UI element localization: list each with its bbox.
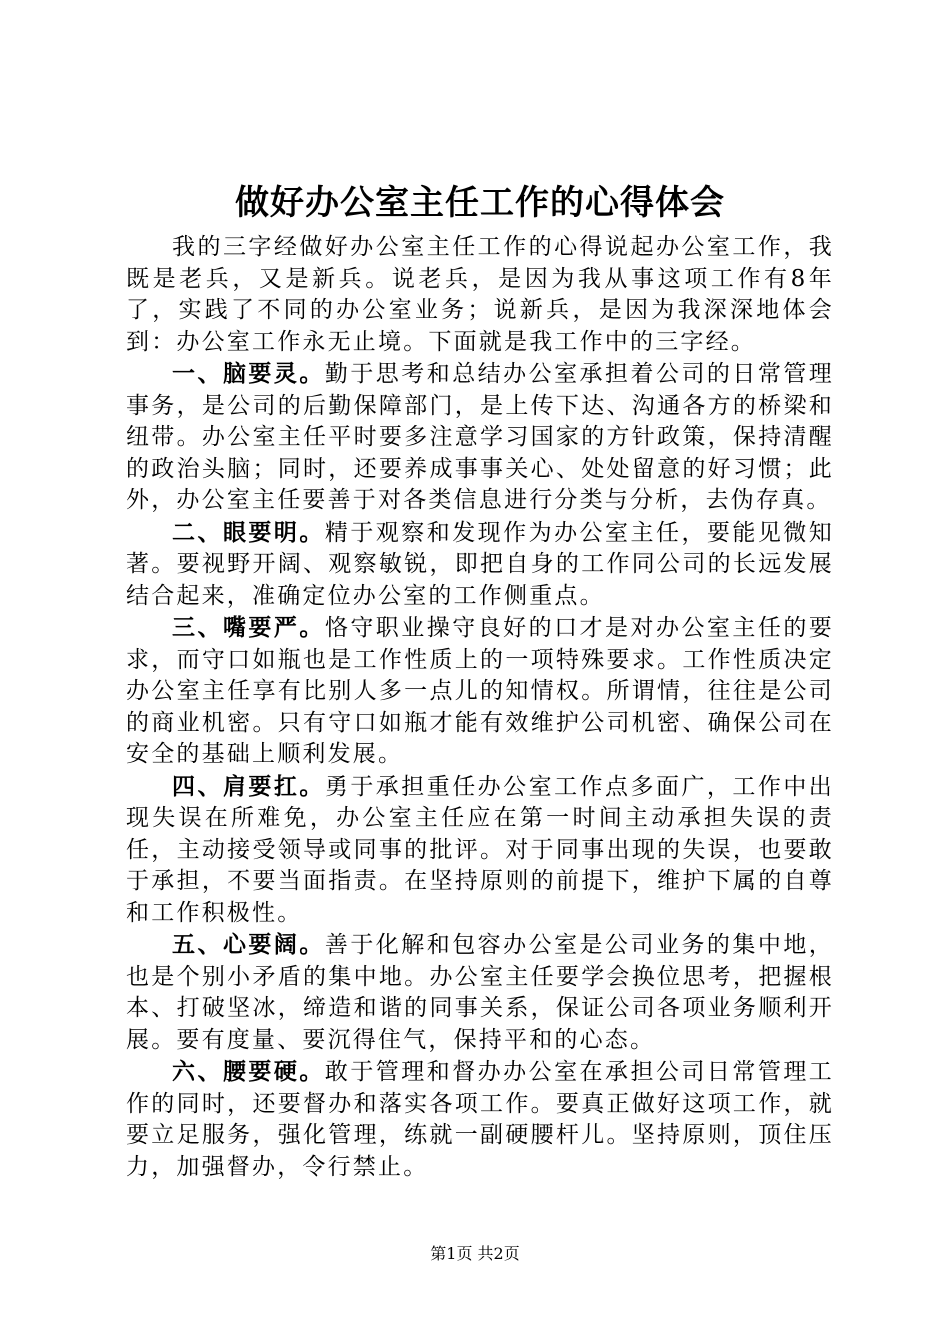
section-heading: 一、脑要灵。 <box>172 360 325 387</box>
section-heading: 五、心要阔。 <box>172 931 325 958</box>
document-title: 做好办公室主任工作的心得体会 <box>235 183 725 223</box>
document-page <box>126 180 834 1183</box>
section-body: 敢于管理和督办办公室在承担公司日常管理工作的同时，还要督办和落实各项工作。要真正做好这项工作，就要立足服务，强化管理，练就一副硬腰杆儿。坚持原则，顶住压力，加强督办，令行禁止。 <box>126 1059 835 1180</box>
section-paragraph <box>126 929 834 1056</box>
section-body: 善于化解和包容办公室是公司业务的集中地，也是个别小矛盾的集中地。办公室主任要学会换位思考，把握根本、打破坚冰，缔造和谐的同事关系，保证公司各项业务顺利开展。要有度量、要沉得住气，保持平和的心态。 <box>126 932 835 1053</box>
section-paragraph <box>126 612 834 771</box>
section-heading: 六、腰要硬。 <box>172 1058 325 1085</box>
section-body: 恪守职业操守良好的口才是对办公室主任的要求，而守口如瓶也是工作性质上的一项特殊要求。工作性质决定办公室主任享有比别人多一点儿的知情权。所谓情，往往是公司的商业机密。只有守口如瓶才能有效维护公司机密、确保公司在安全的基础上顺利发展。 <box>126 615 835 767</box>
section-heading: 四、肩要扛。 <box>172 772 325 800</box>
section-paragraph <box>126 1056 834 1183</box>
section-body: 勤于思考和总结办公室承担着公司的日常管理事务，是公司的后勤保障部门，是上传下达、沟通各方的桥梁和纽带。办公室主任平时要多注意学习国家的方针政策，保持清醒的政治头脑；同时，还要养成事事关心、处处留意的好习惯；此外，办公室主任要善于对各类信息进行分类与分析，去伪存真。 <box>126 361 835 513</box>
section-body: 勇于承担重任办公室工作点多面广，工作中出现失误在所难免，办公室主任应在第一时间主动承担失误的责任，主动接受领导或同事的批评。对于同事出现的失误，也要敢于承担，不要当面指责。在坚持原则的前提下，维护下属的自尊和工作积极性。 <box>126 773 835 926</box>
section-paragraph <box>126 771 834 930</box>
section-paragraph <box>126 358 834 517</box>
section-heading: 二、眼要明。 <box>172 518 325 546</box>
intro-paragraph: 我的三字经做好办公室主任工作的心得说起办公室工作，我既是老兵，又是新兵。说老兵，是因为我从事这项工作有8年了，实践了不同的办公室业务；说新兵，是因为我深深地体会到：办公室工作永无止境。下面就是我工作中的三字经。 <box>126 234 834 355</box>
section-paragraph <box>126 517 834 613</box>
page-footer: 第1页 共2页 <box>430 1244 520 1263</box>
section-heading: 三、嘴要严。 <box>172 614 325 641</box>
section-body: 精于观察和发现作为办公室主任，要能见微知著。要视野开阔、观察敏锐，即把自身的工作同公司的长远发展结合起来，准确定位办公室的工作侧重点。 <box>126 519 835 609</box>
